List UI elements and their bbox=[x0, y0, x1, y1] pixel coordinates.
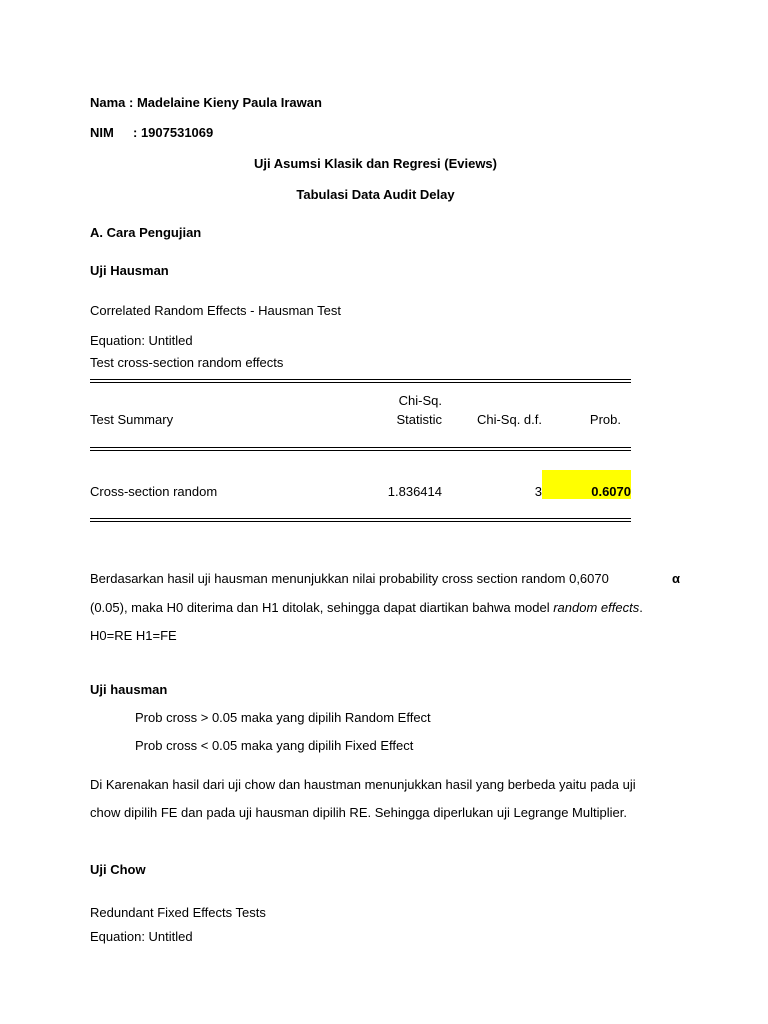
paragraph1-line2 bbox=[90, 600, 643, 616]
row-label-cross-section: Cross-section random bbox=[90, 484, 218, 499]
row-chisq-stat: 1.836414 bbox=[387, 484, 442, 499]
hausman-heading: Uji Hausman bbox=[90, 263, 169, 278]
col-header-prob: Prob. bbox=[589, 412, 621, 427]
paragraph1-line3: H0=RE H1=FE bbox=[90, 628, 177, 643]
table-mid-rule-1 bbox=[90, 447, 631, 448]
chow-test-title: Redundant Fixed Effects Tests bbox=[90, 905, 266, 920]
table-bottom-rule-2 bbox=[90, 521, 631, 522]
chow-heading: Uji Chow bbox=[90, 862, 146, 877]
document-subtitle: Tabulasi Data Audit Delay bbox=[296, 187, 455, 202]
col-header-chisq-line1: Chi-Sq. bbox=[398, 393, 442, 408]
paragraph2-line2: chow dipilih FE dan pada uji hausman dipilih RE. Sehingga diperlukan uji Legrange Multiplier. bbox=[90, 805, 627, 820]
col-header-df: Chi-Sq. d.f. bbox=[476, 412, 542, 427]
student-name: Nama : Madelaine Kieny Paula Irawan bbox=[90, 95, 322, 110]
nim-label: NIM bbox=[90, 125, 114, 140]
paragraph2-line1: Di Karenakan hasil dari uji chow dan haustman menunjukkan hasil yang berbeda yaitu pada uji bbox=[90, 777, 636, 792]
hausman-equation: Equation: Untitled bbox=[90, 333, 193, 348]
paragraph1-line2-italic: random effects bbox=[553, 600, 640, 615]
hausman-rule-1: Prob cross > 0.05 maka yang dipilih Random Effect bbox=[135, 710, 431, 725]
table-mid-rule-2 bbox=[90, 450, 631, 451]
table-bottom-rule-1 bbox=[90, 518, 631, 519]
hausman-rule-heading: Uji hausman bbox=[90, 682, 168, 697]
nim-value: : 1907531069 bbox=[133, 125, 214, 140]
document-title: Uji Asumsi Klasik dan Regresi (Eviews) bbox=[254, 156, 497, 171]
alpha-symbol: α bbox=[672, 571, 680, 586]
hausman-rule-2: Prob cross < 0.05 maka yang dipilih Fixed Effect bbox=[135, 738, 414, 753]
row-prob: 0.6070 bbox=[591, 484, 631, 499]
hausman-test-title: Correlated Random Effects - Hausman Test bbox=[90, 303, 341, 318]
col-header-test-summary: Test Summary bbox=[90, 412, 174, 427]
paragraph1-line1: Berdasarkan hasil uji hausman menunjukkan nilai probability cross section random 0,6070 bbox=[90, 571, 609, 586]
hausman-test-desc: Test cross-section random effects bbox=[90, 355, 284, 370]
chow-equation: Equation: Untitled bbox=[90, 929, 193, 944]
table-top-rule-1 bbox=[90, 379, 631, 380]
section-a-heading: A. Cara Pengujian bbox=[90, 225, 202, 240]
paragraph1-line2-end: . bbox=[639, 600, 643, 615]
paragraph1-line2-text: (0.05), maka H0 diterima dan H1 ditolak, sehingga dapat diartikan bahwa model bbox=[90, 600, 554, 615]
col-header-chisq-line2: Statistic bbox=[396, 412, 442, 427]
table-top-rule-2 bbox=[90, 382, 631, 383]
row-chisq-df: 3 bbox=[534, 484, 542, 499]
